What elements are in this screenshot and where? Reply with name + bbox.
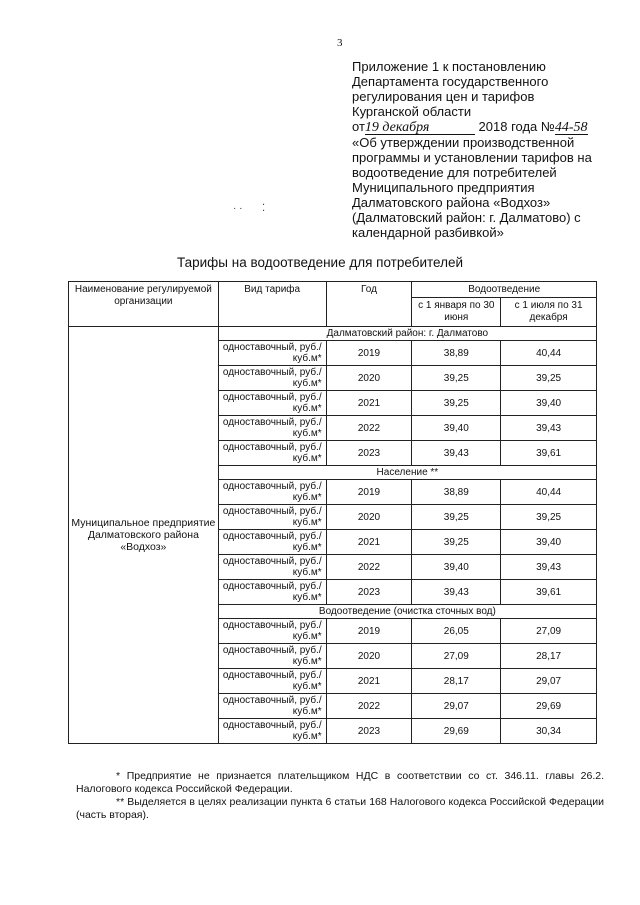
- value-h1: 28,17: [412, 669, 501, 694]
- year-cell: 2022: [326, 694, 412, 719]
- value-h2: 27,09: [501, 619, 597, 644]
- value-h1: 39,25: [412, 505, 501, 530]
- header-period-2: с 1 июля по 31 декабря: [501, 298, 597, 327]
- value-h2: 39,61: [501, 580, 597, 605]
- year-cell: 2023: [326, 580, 412, 605]
- value-h2: 30,34: [501, 719, 597, 744]
- footnotes: [76, 770, 604, 822]
- year-cell: 2019: [326, 341, 412, 366]
- subject-line: Муниципального предприятия: [352, 180, 535, 195]
- date-prefix: от: [352, 119, 365, 134]
- subject-line: программы и установлении тарифов на: [352, 150, 592, 165]
- value-h2: 29,07: [501, 669, 597, 694]
- subject-line: водоотведение для потребителей: [352, 165, 557, 180]
- header-org: Наименование регулируемой организации: [69, 282, 219, 327]
- header-line: Курганской области: [352, 104, 472, 119]
- year-cell: 2019: [326, 619, 412, 644]
- header-line: регулирования цен и тарифов: [352, 89, 535, 104]
- value-h2: 39,43: [501, 416, 597, 441]
- subject-line: «Об утверждении производственной: [352, 135, 575, 150]
- scan-specks: · ·: [233, 203, 243, 214]
- value-h2: 40,44: [501, 341, 597, 366]
- header-date-line: [352, 119, 622, 135]
- value-h2: 39,61: [501, 441, 597, 466]
- value-h2: 39,25: [501, 505, 597, 530]
- subject-line: Далматовского района «Водхоз»: [352, 195, 551, 210]
- year-cell: 2021: [326, 530, 412, 555]
- header-line: Департамента государственного: [352, 74, 549, 89]
- year-text: 2018 года №: [478, 119, 555, 134]
- year-cell: 2023: [326, 441, 412, 466]
- value-h1: 38,89: [412, 341, 501, 366]
- value-h1: 39,25: [412, 391, 501, 416]
- year-cell: 2020: [326, 644, 412, 669]
- tariff-type: одноставочный, руб./куб.м*: [218, 366, 326, 391]
- year-cell: 2023: [326, 719, 412, 744]
- tariff-type: одноставочный, руб./куб.м*: [218, 441, 326, 466]
- tariff-table: [68, 281, 597, 744]
- header-year: Год: [326, 282, 412, 327]
- value-h2: 40,44: [501, 480, 597, 505]
- section-title: Водоотведение (очистка сточных вод): [218, 605, 596, 619]
- header-line: Приложение 1 к постановлению: [352, 59, 546, 74]
- year-cell: 2019: [326, 480, 412, 505]
- tariff-type: одноставочный, руб./куб.м*: [218, 530, 326, 555]
- handwritten-number: 44-58: [554, 120, 588, 135]
- year-cell: 2022: [326, 416, 412, 441]
- value-h1: 39,25: [412, 530, 501, 555]
- header-group: Водоотведение: [412, 282, 597, 298]
- value-h2: 39,43: [501, 555, 597, 580]
- tariff-type: одноставочный, руб./куб.м*: [218, 555, 326, 580]
- tariff-type: одноставочный, руб./куб.м*: [218, 391, 326, 416]
- value-h1: 39,40: [412, 416, 501, 441]
- tariff-type: одноставочный, руб./куб.м*: [218, 416, 326, 441]
- tariff-type: одноставочный, руб./куб.м*: [218, 480, 326, 505]
- year-cell: 2021: [326, 391, 412, 416]
- value-h1: 38,89: [412, 480, 501, 505]
- value-h2: 28,17: [501, 644, 597, 669]
- value-h1: 29,69: [412, 719, 501, 744]
- tariff-type: одноставочный, руб./куб.м*: [218, 505, 326, 530]
- footnote-vat: * Предприятие не признается плательщиком НДС в соответствии со ст. 346.11. главы 26.2. Налогового кодекса Российской Федерации.: [76, 770, 604, 795]
- section-title: Далматовский район: г. Далматово: [218, 327, 596, 341]
- tariff-type: одноставочный, руб./куб.м*: [218, 669, 326, 694]
- year-cell: 2021: [326, 669, 412, 694]
- tariff-type: одноставочный, руб./куб.м*: [218, 619, 326, 644]
- tariff-type: одноставочный, руб./куб.м*: [218, 341, 326, 366]
- value-h1: 39,43: [412, 441, 501, 466]
- year-cell: 2020: [326, 505, 412, 530]
- organization-name: Муниципальное предприятие Далматовского района «Водхоз»: [69, 327, 219, 744]
- value-h2: 29,69: [501, 694, 597, 719]
- tariff-type: одноставочный, руб./куб.м*: [218, 694, 326, 719]
- scan-specks: ⁚: [262, 203, 266, 214]
- value-h2: 39,40: [501, 391, 597, 416]
- header-type: Вид тарифа: [218, 282, 326, 327]
- tariff-type: одноставочный, руб./куб.м*: [218, 580, 326, 605]
- page-number: 3: [337, 37, 343, 49]
- value-h1: 39,43: [412, 580, 501, 605]
- tariff-type: одноставочный, руб./куб.м*: [218, 644, 326, 669]
- year-cell: 2022: [326, 555, 412, 580]
- value-h1: 39,40: [412, 555, 501, 580]
- footnote-population: ** Выделяется в целях реализации пункта 6 статьи 168 Налогового кодекса Российской Федерации (часть вторая).: [76, 796, 604, 821]
- year-cell: 2020: [326, 366, 412, 391]
- handwritten-date: 19 декабря: [365, 122, 475, 135]
- subject-line: (Далматовский район: г. Далматово) с: [352, 210, 581, 225]
- value-h1: 39,25: [412, 366, 501, 391]
- value-h1: 27,09: [412, 644, 501, 669]
- subject-line: календарной разбивкой»: [352, 225, 504, 240]
- value-h2: 39,40: [501, 530, 597, 555]
- value-h1: 29,07: [412, 694, 501, 719]
- tariff-type: одноставочный, руб./куб.м*: [218, 719, 326, 744]
- value-h2: 39,25: [501, 366, 597, 391]
- appendix-header: [352, 59, 622, 240]
- header-period-1: с 1 января по 30 июня: [412, 298, 501, 327]
- table-title: Тарифы на водоотведение для потребителей: [176, 255, 464, 270]
- value-h1: 26,05: [412, 619, 501, 644]
- section-title: Население **: [218, 466, 596, 480]
